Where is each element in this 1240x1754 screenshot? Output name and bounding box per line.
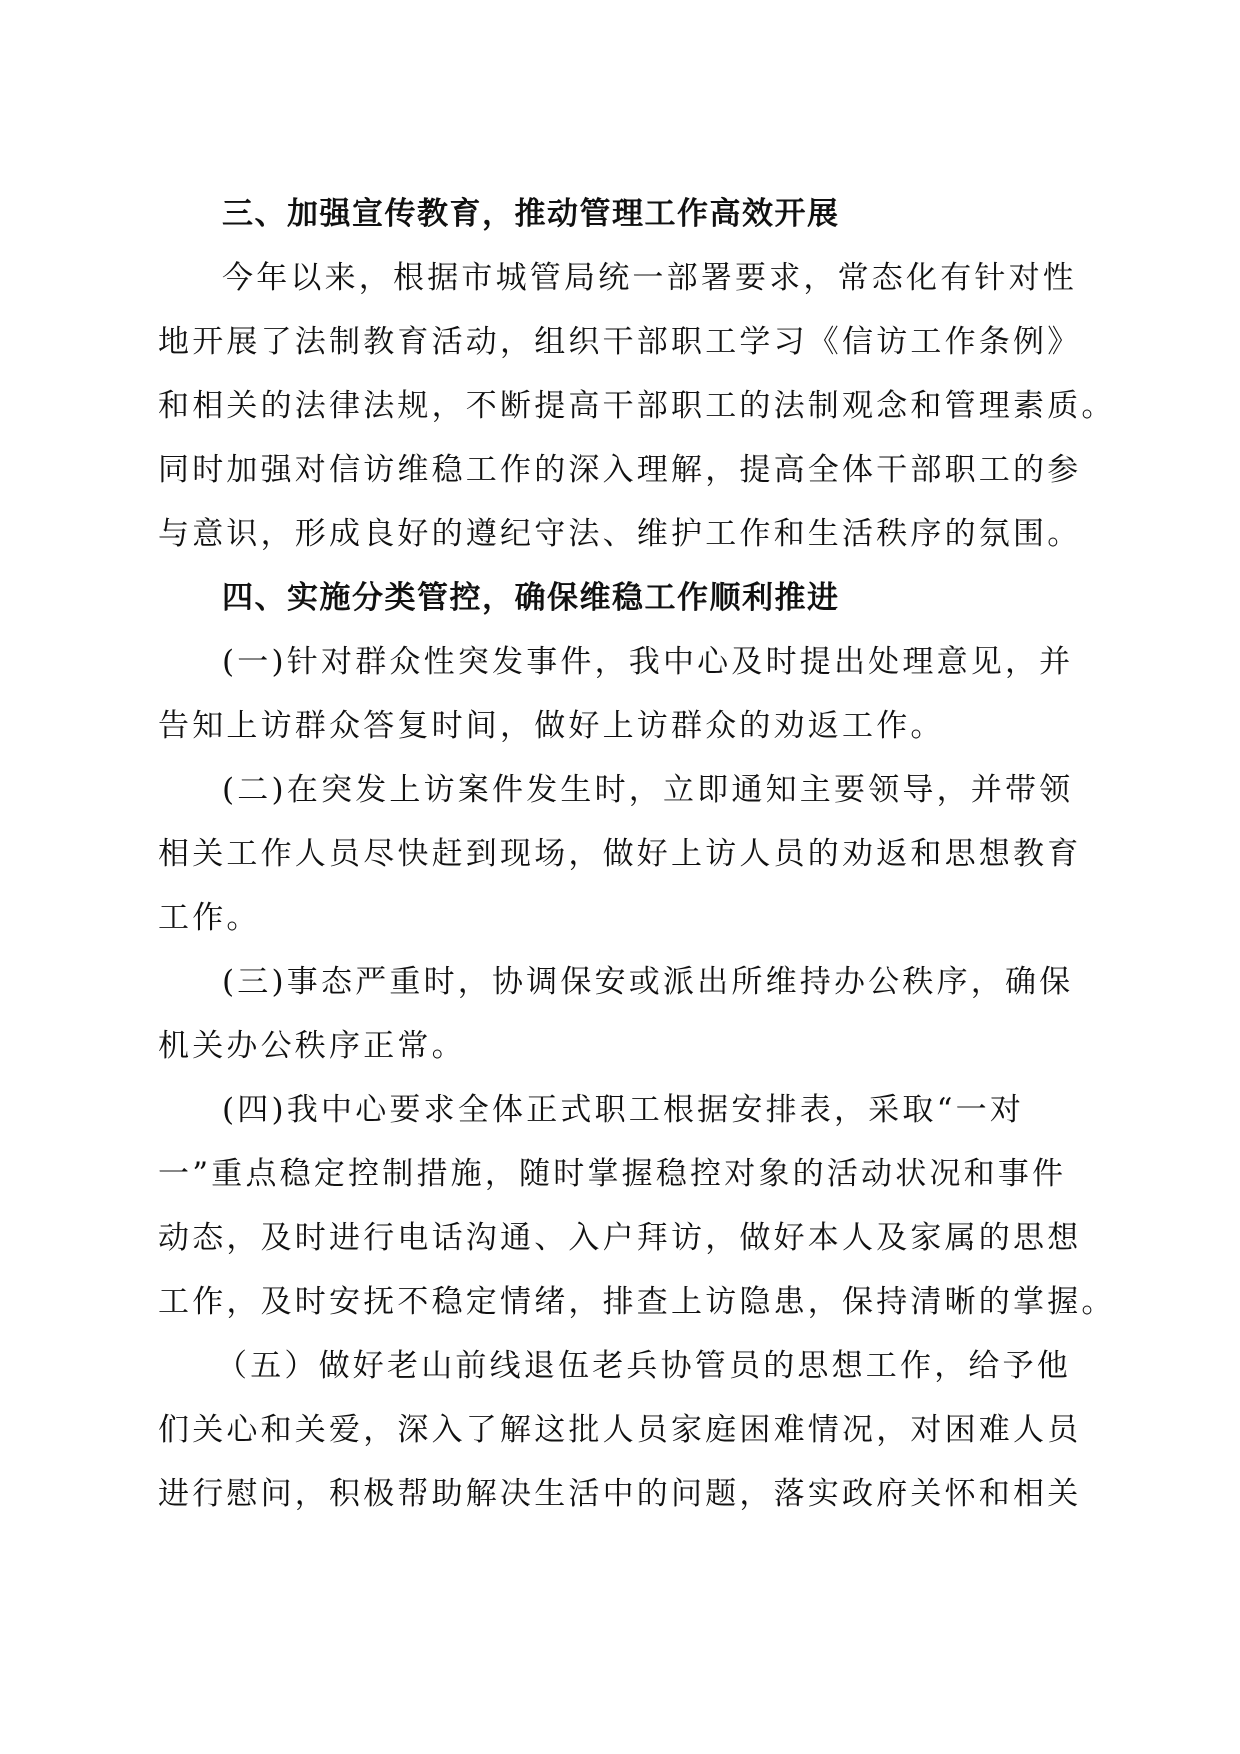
item-3-line: (三)事态严重时，协调保安或派出所维持办公秩序，确保	[222, 964, 1074, 1000]
section-4-heading: 四、实施分类管控，确保维稳工作顺利推进	[222, 580, 840, 616]
item-2-line: 工作。	[158, 900, 261, 936]
item-5-line: 进行慰问，积极帮助解决生活中的问题，落实政府关怀和相关	[158, 1476, 1082, 1512]
item-1-line: 告知上访群众答复时间，做好上访群众的劝返工作。	[158, 708, 945, 744]
section-3-paragraph-line: 与意识，形成良好的遵纪守法、维护工作和生活秩序的氛围。	[158, 516, 1082, 552]
section-3-paragraph-line: 同时加强对信访维稳工作的深入理解，提高全体干部职工的参	[158, 452, 1082, 488]
item-4-line: 工作，及时安抚不稳定情绪，排查上访隐患，保持清晰的掌握。	[158, 1284, 1116, 1320]
item-1-line: (一)针对群众性突发事件，我中心及时提出处理意见，并	[222, 644, 1074, 680]
item-5-line: 们关心和关爱，深入了解这批人员家庭困难情况，对困难人员	[158, 1412, 1082, 1448]
item-4-line: (四)我中心要求全体正式职工根据安排表，采取“一对	[222, 1092, 1025, 1128]
item-4-line: 一”重点稳定控制措施，随时掌握稳控对象的活动状况和事件	[158, 1156, 1067, 1192]
item-4-line: 动态，及时进行电话沟通、入户拜访，做好本人及家属的思想	[158, 1220, 1082, 1256]
item-3-line: 机关办公秩序正常。	[158, 1028, 466, 1064]
item-2-line: 相关工作人员尽快赶到现场，做好上访人员的劝返和思想教育	[158, 836, 1082, 872]
item-5-line: （五）做好老山前线退伍老兵协管员的思想工作，给予他	[216, 1348, 1071, 1384]
section-3-paragraph-line: 和相关的法律法规，不断提高干部职工的法制观念和管理素质。	[158, 388, 1116, 424]
section-3-paragraph-line: 地开展了法制教育活动，组织干部职工学习《信访工作条例》	[158, 324, 1082, 360]
section-3-heading: 三、加强宣传教育，推动管理工作高效开展	[222, 196, 840, 232]
item-2-line: (二)在突发上访案件发生时，立即通知主要领导，并带领	[222, 772, 1074, 808]
section-3-paragraph-line: 今年以来，根据市城管局统一部署要求，常态化有针对性	[222, 260, 1077, 296]
